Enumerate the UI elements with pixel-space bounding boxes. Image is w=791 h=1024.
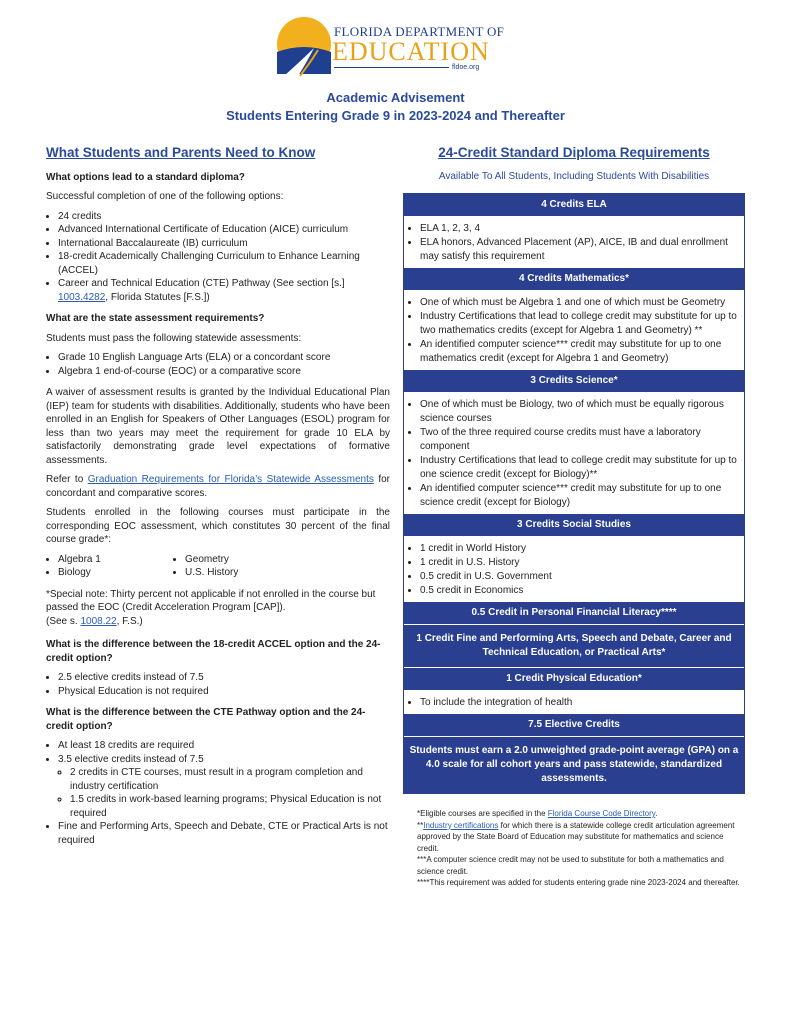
list-item: • Industry Certifications that lead to college credit may substitute for up to one science credit (except for Biology)** [420,454,740,482]
graduation-requirements-link[interactable]: Graduation Requirements for Florida’s Statewide Assessments [87,474,374,485]
accel-list [46,671,390,698]
cte-text-pre: Career and Technical Education (CTE) Pathway (See section [s.] [58,278,345,289]
list-item: • Algebra 1 end-of-course (EOC) or a comparative score [58,365,390,379]
list-item: • 1 credit in World History [420,542,740,556]
right-subtitle: Available To All Students, Including Students With Disabilities [438,171,710,182]
social-studies-header: 3 Credits Social Studies [404,514,744,537]
footnote-2-post: for which there is a statewide college credit articulation agreement approved by the State Board of Education may substitute for mathematics and science credit. [417,820,735,853]
cte-elective-text: 3.5 elective credits instead of 7.5 [58,753,204,765]
list-item: • To include the integration of health [420,696,740,710]
list-item [58,277,390,304]
question-assessments: What are the state assessment requirements? [46,313,265,324]
options-list [46,210,390,305]
list-item: • Fine and Performing Arts, Speech and Debate, CTE or Practical Arts is not required [58,820,390,847]
list-item: • Biology [58,566,173,580]
courses-col-b [173,553,300,580]
cte-text-post: , Florida Statutes [F.S.]) [105,291,210,303]
question-accel: What is the difference between the 18-credit ACCEL option and the 24-credit option? [46,639,381,664]
note-ref-post: , F.S.) [116,615,143,627]
logo-divider [334,67,449,68]
eoc-paragraph: Students enrolled in the following courses must participate in the corresponding EOC assessment, which constitutes 30 percent of the final course grade*: [46,507,390,545]
list-item: • 18-credit Academically Challenging Curriculum to Enhance Learning (ACCEL) [58,250,390,277]
list-item: • An identified computer science*** credit may substitute for up to one science credit (except for Biology) [420,482,740,510]
social-studies-cell [404,537,744,602]
footnote-3: ***A computer science credit may not be used to substitute for both a mathematics and science credit. [417,855,724,876]
physical-education-header: 1 Credit Physical Education* [404,668,744,691]
left-column [46,146,390,855]
list-item: • U.S. History [185,566,300,580]
question-cte: What is the difference between the CTE Pathway option and the 24-credit option? [46,707,366,732]
page-subtitle: Students Entering Grade 9 in 2023-2024 and Thereafter [226,108,565,123]
list-item: ◦ 2 credits in CTE courses, must result in a program completion and industry certification [70,766,390,793]
elective-header: 7.5 Elective Credits [404,714,744,737]
footnote-2 [417,820,745,855]
list-item: • International Baccalaureate (IB) curriculum [58,237,390,251]
list-item: • Algebra 1 [58,553,173,567]
list-item: • Grade 10 English Language Arts (ELA) or a concordant score [58,351,390,365]
refer-post: for concordant and comparative scores. [46,474,390,499]
right-section-title: 24-Credit Standard Diploma Requirements [438,145,710,160]
refer-paragraph [46,473,390,500]
course-code-directory-link[interactable]: Florida Course Code Directory [547,809,656,818]
refer-pre: Refer to [46,474,88,485]
left-section-title: What Students and Parents Need to Know [46,145,316,160]
list-item: • 0.5 credit in Economics [420,584,740,598]
footnote-4: ****This requirement was added for students entering grade nine 2023-2024 and thereafter. [417,878,740,887]
list-item: • ELA honors, Advanced Placement (AP), AICE, IB and dual enrollment may satisfy this requirement [420,236,740,264]
special-note-text: *Special note: Thirty percent not applicable if not enrolled in the course but passed the EOC (Credit Acceleration Program [CAP]). [46,588,376,613]
logo-line2: EDUCATION [332,37,490,66]
logo-line1: FLORIDA DEPARTMENT OF [334,24,505,39]
list-item: • Geometry [185,553,300,567]
math-cell [404,291,744,370]
logo-url: fldoe.org [452,64,480,71]
special-note-ref [46,615,390,629]
cte-sublist [58,766,390,820]
statute-1003-4282-link[interactable]: 1003.4282 [58,291,106,303]
gpa-requirement: Students must earn a 2.0 unweighted grade-point average (GPA) on a 4.0 scale for all cohort years and pass statewide, standardized assessments. [404,737,744,793]
ela-header: 4 Credits ELA [404,194,744,217]
science-cell [404,393,744,514]
courses-list [46,553,390,580]
list-item: • ELA 1, 2, 3, 4 [420,222,740,236]
sun-road-emblem-icon [274,14,334,78]
footnote-2-pre: ** [417,820,424,830]
fldoe-logo [274,14,505,78]
list-item [58,753,390,821]
list-item: • At least 18 credits are required [58,739,390,753]
industry-certifications-link[interactable]: Industry certifications [423,820,499,830]
footnote-1 [417,808,745,820]
right-column [403,146,745,889]
options-intro: Successful completion of one of the following options: [46,191,284,202]
cte-list [46,739,390,847]
waiver-paragraph: A waiver of assessment results is granted by the Individual Educational Plan (IEP) team for students with disabilities. Additionally, students who have been enrolled in an English for Speakers of Other Languages (ESOL) program for less than two years may meet the requirement for grade 10 ELA by satisfactorily demonstrating grade level expectations of formative assessments. [46,387,390,466]
list-item: • 0.5 credit in U.S. Government [420,570,740,584]
statute-1008-22-link[interactable]: 1008.22 [80,615,117,627]
ela-cell [404,217,744,268]
assessments-list [46,351,390,378]
financial-literacy-header: 0.5 Credit in Personal Financial Literacy**** [404,602,744,625]
question-diploma-options: What options lead to a standard diploma? [46,171,245,183]
page-title: Academic Advisement [326,90,465,105]
list-item: • An identified computer science*** credit may substitute for up to one mathematics credit (except for Algebra 1 and Geometry) [420,338,740,366]
list-item: • 24 credits [58,210,390,224]
footnotes [403,808,745,889]
list-item: ◦ 1.5 credits in work-based learning programs; Physical Education is not required [70,793,390,820]
assessments-intro: Students must pass the following statewide assessments: [46,332,302,344]
list-item: • 1 credit in U.S. History [420,556,740,570]
courses-col-a [46,553,173,580]
note-ref-pre: (See s. [46,615,81,627]
list-item: • Industry Certifications that lead to college credit may substitute for up to two mathematics credits (except for Algebra 1 and Geometry) ** [420,310,740,338]
list-item: • One of which must be Biology, two of which must be equally rigorous science courses [420,398,740,426]
arts-header: 1 Credit Fine and Performing Arts, Speech and Debate, Career and Technical Education, or Practical Arts* [404,625,744,668]
footnote-1-post: . [655,809,658,818]
science-header: 3 Credits Science* [404,370,744,393]
list-item: • Advanced International Certificate of Education (AICE) curriculum [58,223,390,237]
list-item: • One of which must be Algebra 1 and one of which must be Geometry [420,296,740,310]
requirements-table [403,193,745,794]
list-item: • Physical Education is not required [58,685,390,699]
list-item: • Two of the three required course credits must have a laboratory component [420,426,740,454]
physical-education-cell [404,691,744,714]
footnote-1-pre: *Eligible courses are specified in the [417,809,548,818]
math-header: 4 Credits Mathematics* [404,268,744,291]
special-note [46,588,390,629]
list-item: • 2.5 elective credits instead of 7.5 [58,671,390,685]
